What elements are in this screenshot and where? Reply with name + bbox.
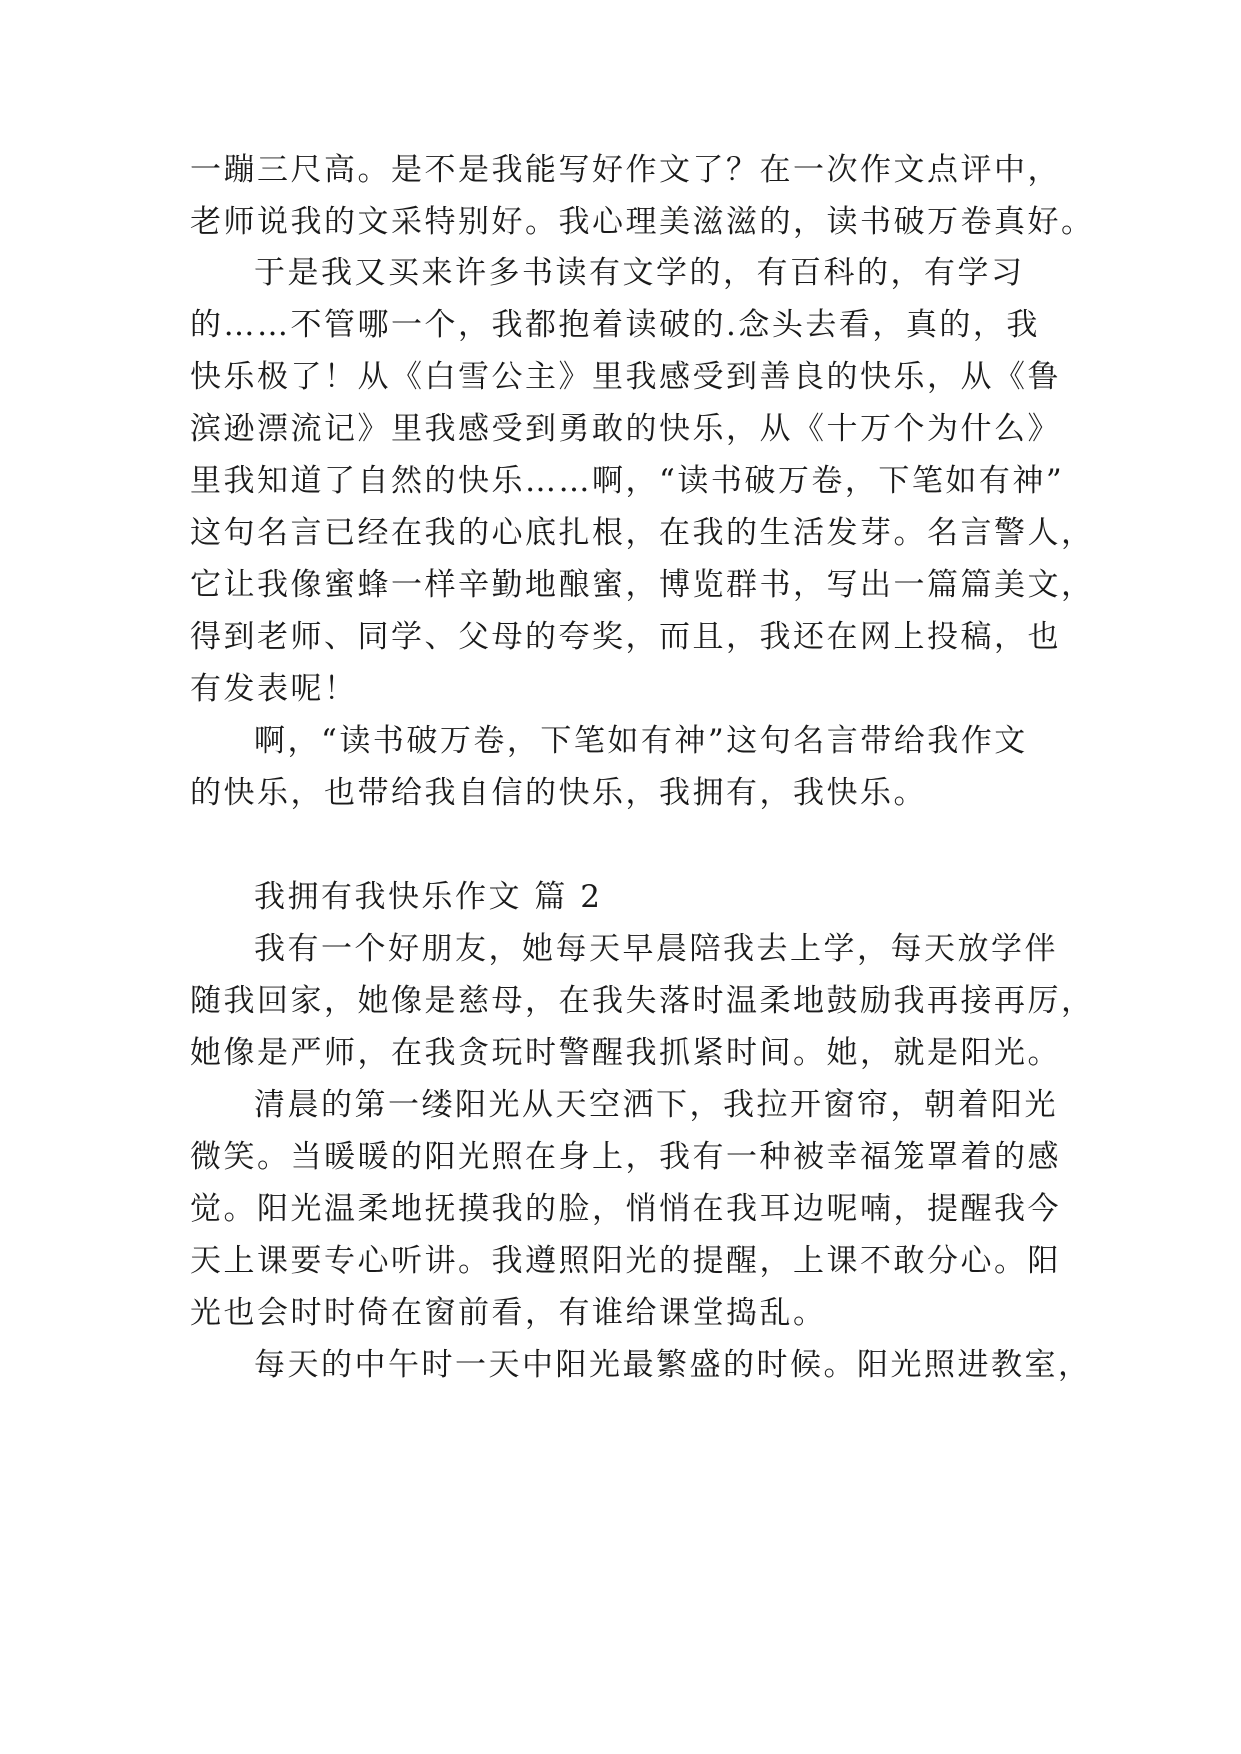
text-line: 有发表呢！: [190, 671, 358, 707]
paragraph-start-line: 清晨的第一缕阳光从天空洒下，我拉开窗帘，朝着阳光: [254, 1087, 1058, 1123]
text-line: 随我回家，她像是慈母，在我失落时温柔地鼓励我再接再厉，: [190, 983, 1095, 1019]
text-line: 这句名言已经在我的心底扎根，在我的生活发芽。名言警人，: [190, 515, 1095, 551]
text-line: 她像是严师，在我贪玩时警醒我抓紧时间。她，就是阳光。: [190, 1035, 1061, 1071]
text-line: 里我知道了自然的快乐……啊，“读书破万卷，下笔如有神”: [190, 463, 1065, 499]
text-line: 它让我像蜜蜂一样辛勤地酿蜜，博览群书，写出一篇篇美文，: [190, 567, 1095, 603]
paragraph-start-line: 我有一个好朋友，她每天早晨陪我去上学，每天放学伴: [254, 931, 1058, 967]
text-line: 光也会时时倚在窗前看，有谁给课堂捣乱。: [190, 1295, 827, 1331]
paragraph-start-line: 于是我又买来许多书读有文学的，有百科的，有学习: [254, 255, 1025, 291]
paragraph-start-line: 每天的中午时一天中阳光最繁盛的时候。阳光照进教室，: [254, 1347, 1092, 1383]
text-line: 觉。阳光温柔地抚摸我的脸，悄悄在我耳边呢喃，提醒我今: [190, 1191, 1061, 1227]
text-line: 微笑。当暖暖的阳光照在身上，我有一种被幸福笼罩着的感: [190, 1139, 1061, 1175]
text-line: 老师说我的文采特别好。我心理美滋滋的，读书破万卷真好。: [190, 204, 1095, 240]
section-heading: 我拥有我快乐作文 篇 2: [254, 879, 603, 915]
text-line: 快乐极了！从《白雪公主》里我感受到善良的快乐，从《鲁: [190, 359, 1061, 395]
text-line: 得到老师、同学、父母的夸奖，而且，我还在网上投稿，也: [190, 619, 1061, 655]
paragraph-start-line: 啊，“读书破万卷，下笔如有神”这句名言带给我作文: [254, 723, 1028, 759]
text-line: 滨逊漂流记》里我感受到勇敢的快乐，从《十万个为什么》: [190, 411, 1061, 447]
text-line: 的……不管哪一个，我都抱着读破的.念头去看，真的，我: [190, 307, 1040, 343]
text-line: 的快乐，也带给我自信的快乐，我拥有，我快乐。: [190, 775, 927, 811]
text-line: 天上课要专心听讲。我遵照阳光的提醒，上课不敢分心。阳: [190, 1243, 1061, 1279]
text-line: 一蹦三尺高。是不是我能写好作文了？在一次作文点评中，: [190, 152, 1061, 188]
